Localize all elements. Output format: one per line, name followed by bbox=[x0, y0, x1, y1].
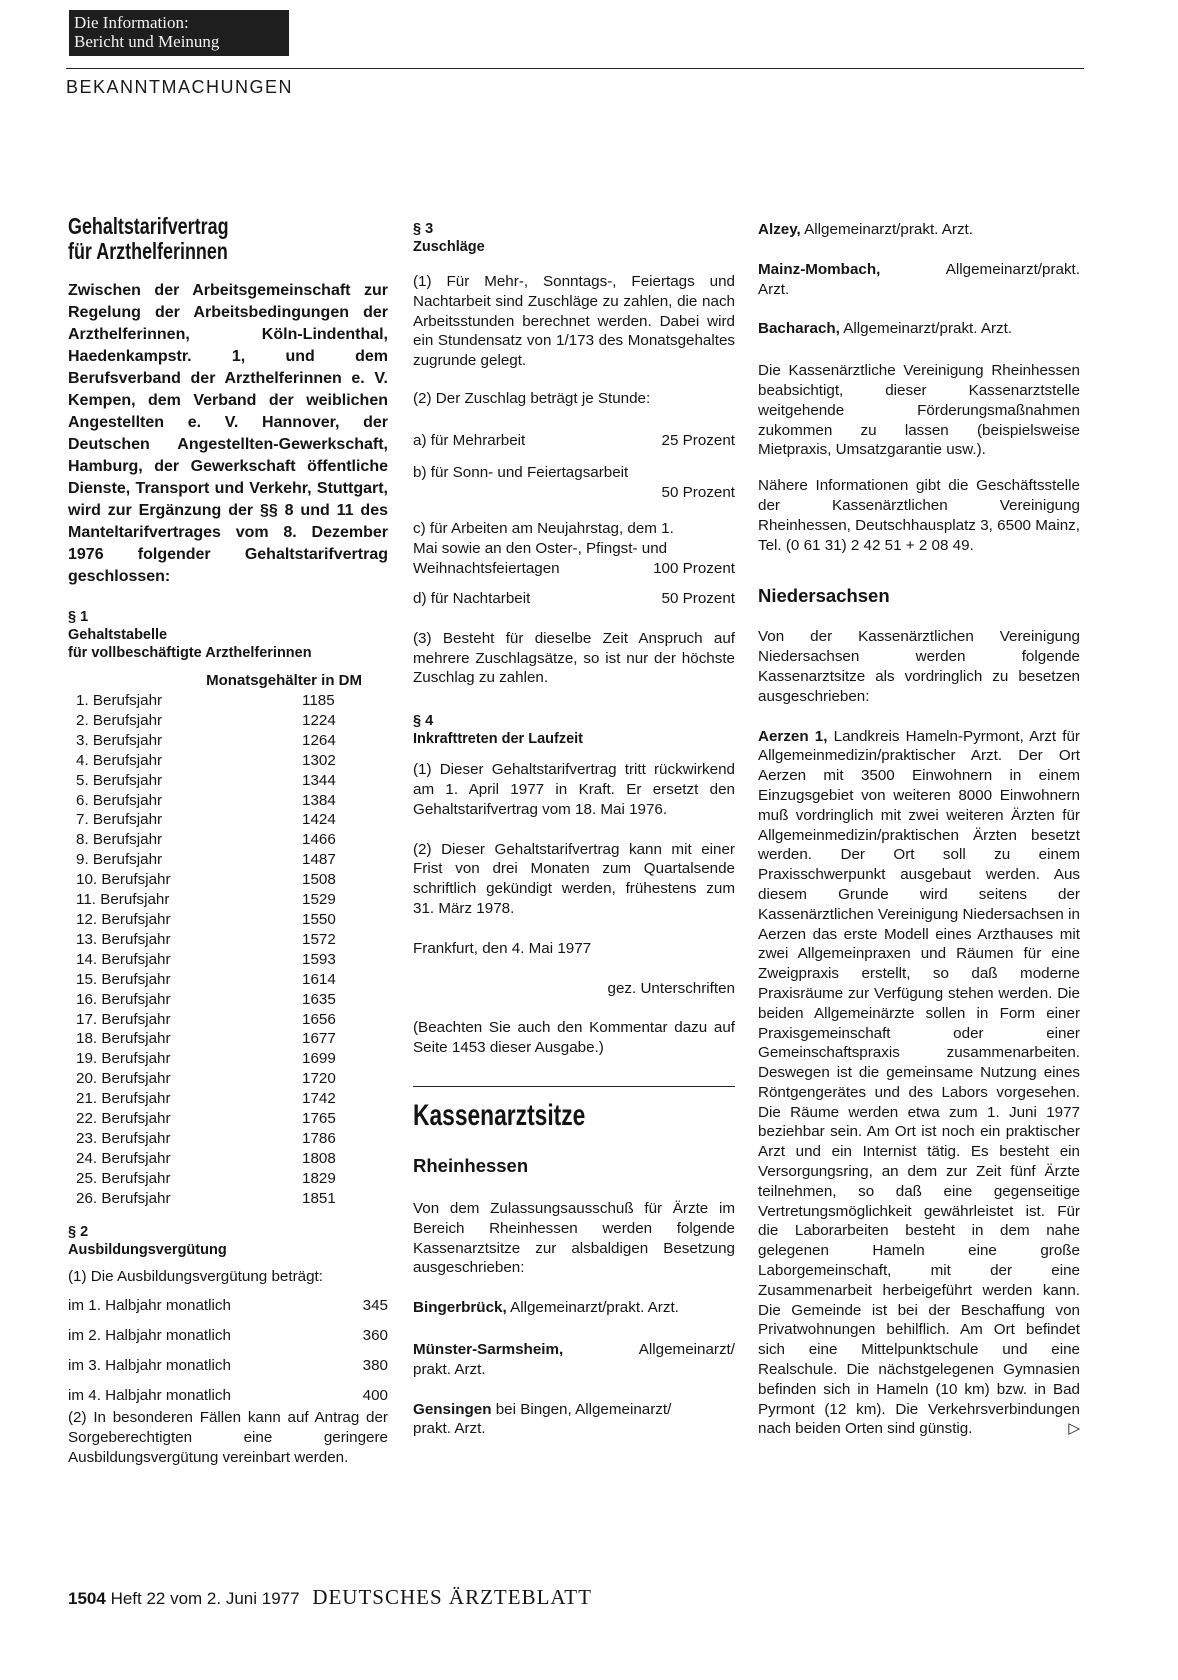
salary-year: 17. Berufsjahr bbox=[76, 1010, 171, 1028]
salary-amount: 1224 bbox=[302, 711, 336, 729]
training-allowance-value: 345 bbox=[362, 1297, 388, 1315]
training-allowance-row bbox=[68, 1386, 388, 1406]
surcharge-a-label: a) für Mehrarbeit bbox=[413, 431, 526, 449]
surcharge-b bbox=[413, 463, 735, 483]
training-allowance-value: 360 bbox=[362, 1327, 388, 1345]
continue-arrow-icon: ▷ bbox=[1068, 1420, 1080, 1438]
section-3-paragraph-3: (3) Besteht für dieselbe Zeit Anspruch auf mehrere Zuschlagsätze, so ist nur der höchste Zuschlag zu zahlen. bbox=[413, 629, 735, 687]
salary-row bbox=[68, 691, 362, 711]
surcharge-c-line-2 bbox=[413, 539, 735, 559]
training-allowance-row bbox=[68, 1356, 388, 1376]
salary-year: 9. Berufsjahr bbox=[76, 851, 163, 869]
training-allowance-value: 400 bbox=[362, 1387, 388, 1405]
training-allowance-label: im 4. Halbjahr monatlich bbox=[68, 1387, 231, 1405]
salary-amount: 1720 bbox=[302, 1070, 336, 1088]
salary-amount: 1344 bbox=[302, 771, 336, 789]
section-3-paragraph-2: (2) Der Zuschlag beträgt je Stunde: bbox=[413, 389, 651, 407]
salary-row bbox=[68, 890, 362, 910]
article-title-line-1: Gehaltstarifvertrag bbox=[68, 213, 229, 239]
journal-name: DEUTSCHES ÄRZTEBLATT bbox=[312, 1585, 592, 1609]
section-2-paragraph-1: (1) Die Ausbildungsvergütung beträgt: bbox=[68, 1267, 323, 1285]
rheinhessen-contact-paragraph: Nähere Informationen gibt die Geschäftsstelle der Kassenärztlichen Vereinigung Rheinhessen, Deutschhausplatz 3, 6500 Mainz, Tel. (0 61 31) 2 42 51 + 2 08 49. bbox=[758, 477, 1080, 554]
salary-row bbox=[68, 751, 362, 771]
listing-bacharach-place: Bacharach, bbox=[758, 320, 840, 338]
salary-row bbox=[68, 711, 362, 731]
masthead-line-2: Bericht und Meinung bbox=[74, 32, 220, 51]
section-1-number: § 1 bbox=[68, 609, 89, 625]
section-2-number: § 2 bbox=[68, 1223, 89, 1240]
salary-year: 13. Berufsjahr bbox=[76, 930, 171, 948]
listing-muenster-sarmsheim-place: Münster-Sarmsheim, bbox=[413, 1340, 564, 1358]
signatures: gez. Unterschriften bbox=[607, 979, 735, 997]
salary-amount: 1550 bbox=[302, 910, 336, 928]
salary-year: 6. Berufsjahr bbox=[76, 791, 163, 809]
place-and-date: Frankfurt, den 4. Mai 1977 bbox=[413, 939, 592, 957]
salary-amount: 1677 bbox=[302, 1030, 336, 1048]
header-rule bbox=[66, 68, 1084, 69]
listing-gensingen-text-2: prakt. Arzt. bbox=[413, 1420, 486, 1438]
salary-row bbox=[68, 1189, 362, 1209]
salary-amount: 1572 bbox=[302, 930, 336, 948]
salary-row bbox=[68, 1109, 362, 1129]
page-footer bbox=[68, 1585, 592, 1610]
salary-row bbox=[68, 1129, 362, 1149]
salary-row bbox=[68, 910, 362, 930]
masthead bbox=[69, 10, 289, 56]
salary-year: 22. Berufsjahr bbox=[76, 1110, 171, 1128]
surcharge-a-value: 25 Prozent bbox=[661, 431, 735, 449]
listing-muenster-sarmsheim bbox=[413, 1340, 735, 1360]
section-4-number: § 4 bbox=[413, 713, 434, 730]
salary-row bbox=[68, 1089, 362, 1109]
salary-year: 12. Berufsjahr bbox=[76, 910, 171, 928]
salary-year: 7. Berufsjahr bbox=[76, 811, 163, 829]
salary-year: 18. Berufsjahr bbox=[76, 1030, 171, 1048]
salary-amount: 1765 bbox=[302, 1110, 336, 1128]
listing-bingerbrueck-text: Allgemeinarzt/prakt. Arzt. bbox=[510, 1299, 679, 1317]
salary-year: 24. Berufsjahr bbox=[76, 1149, 171, 1167]
surcharge-c-line-1 bbox=[413, 519, 735, 539]
salary-year: 3. Berufsjahr bbox=[76, 731, 163, 749]
column-3 bbox=[758, 220, 1080, 1439]
listing-aerzen-place: Aerzen 1, bbox=[758, 727, 828, 745]
surcharge-d-label: d) für Nachtarbeit bbox=[413, 589, 531, 607]
salary-year: 26. Berufsjahr bbox=[76, 1189, 171, 1207]
salary-amount: 1185 bbox=[302, 692, 335, 709]
salary-amount: 1614 bbox=[302, 970, 336, 988]
section-2-title: Ausbildungsvergütung bbox=[68, 1241, 227, 1258]
salary-year: 15. Berufsjahr bbox=[76, 970, 171, 988]
salary-year: 21. Berufsjahr bbox=[76, 1090, 171, 1108]
section-label: BEKANNTMACHUNGEN bbox=[66, 77, 294, 97]
salary-row bbox=[68, 1049, 362, 1069]
listing-alzey bbox=[758, 220, 1080, 240]
salary-year: 8. Berufsjahr bbox=[76, 831, 163, 849]
section-3-title: Zuschläge bbox=[413, 239, 485, 255]
listing-muenster-sarmsheim-text-1: Allgemeinarzt/ bbox=[638, 1340, 735, 1358]
surcharge-c-text-2: Mai sowie an den Oster-, Pfingst- und bbox=[413, 539, 668, 557]
salary-row bbox=[68, 990, 362, 1010]
salary-row bbox=[68, 970, 362, 990]
salary-row bbox=[68, 1169, 362, 1189]
salary-amount: 1851 bbox=[302, 1189, 336, 1207]
surcharge-c-text-1: c) für Arbeiten am Neujahrstag, dem 1. bbox=[413, 519, 674, 537]
section-1-subtitle: für vollbeschäftigte Arzthelferinnen bbox=[68, 645, 312, 661]
section-4-paragraph-1: (1) Dieser Gehaltstarifvertrag tritt rückwirkend am 1. April 1977 in Kraft. Er ersetzt den Gehaltstarifvertrag vom 18. Mai 1976. bbox=[413, 761, 735, 818]
page-number: 1504 bbox=[68, 1589, 106, 1608]
salary-year: 19. Berufsjahr bbox=[76, 1050, 171, 1068]
surcharge-d bbox=[413, 589, 735, 609]
rheinhessen-support-paragraph: Die Kassenärztliche Vereinigung Rheinhessen beabsichtigt, dieser Kassenarztstelle weitgehende Förderungsmaßnahmen zukommen zu lassen (beispielsweise Mietpraxis, Umsatzgarantie usw.). bbox=[758, 362, 1080, 459]
salary-row bbox=[68, 1010, 362, 1030]
salary-year: 20. Berufsjahr bbox=[76, 1070, 171, 1088]
listing-bacharach-text: Allgemeinarzt/prakt. Arzt. bbox=[843, 320, 1013, 338]
salary-amount: 1786 bbox=[302, 1129, 336, 1147]
salary-row bbox=[68, 1069, 362, 1089]
salary-row bbox=[68, 731, 362, 751]
listing-aerzen bbox=[758, 727, 1080, 1440]
salary-year: 5. Berufsjahr bbox=[76, 771, 163, 789]
rheinhessen-intro: Von dem Zulassungsausschuß für Ärzte im Bereich Rheinhessen werden folgende Kassenarztsitze zur alsbaldigen Besetzung ausgeschrieben: bbox=[413, 1199, 735, 1277]
training-allowance-row bbox=[68, 1326, 388, 1346]
article-title-line-2: für Arzthelferinnen bbox=[68, 238, 228, 264]
listing-mainz-mombach-place: Mainz-Mombach, bbox=[758, 260, 881, 278]
training-allowance-list bbox=[68, 1296, 388, 1406]
salary-row bbox=[68, 1149, 362, 1169]
listing-mainz-mombach bbox=[758, 260, 1080, 280]
salary-amount: 1466 bbox=[302, 831, 336, 849]
column-2 bbox=[413, 220, 735, 1439]
salary-amount: 1742 bbox=[302, 1090, 336, 1108]
listing-bacharach bbox=[758, 319, 1080, 339]
salary-row bbox=[68, 1029, 362, 1049]
salary-amount: 1699 bbox=[302, 1050, 336, 1068]
listing-mainz-mombach-text-2: Arzt. bbox=[758, 280, 790, 298]
rheinhessen-heading: Rheinhessen bbox=[413, 1154, 529, 1176]
commentary-note: (Beachten Sie auch den Kommentar dazu auf Seite 1453 dieser Ausgabe.) bbox=[413, 1019, 735, 1057]
section-3-number: § 3 bbox=[413, 221, 434, 237]
listing-gensingen bbox=[413, 1400, 735, 1420]
training-allowance-label: im 3. Halbjahr monatlich bbox=[68, 1357, 231, 1375]
salary-row bbox=[68, 810, 362, 830]
salary-row bbox=[68, 771, 362, 791]
surcharge-c-line-3 bbox=[413, 559, 735, 579]
salary-row bbox=[68, 870, 362, 890]
salary-amount: 1487 bbox=[302, 851, 336, 869]
salary-table bbox=[68, 672, 362, 1209]
section-3-paragraph-1: (1) Für Mehr-, Sonntags-, Feiertags und Nachtarbeit sind Zuschläge zu zahlen, die nach Arbeitsstunden berechnet werden. Dabei wird ein Stundensatz von 1/173 des Monatsgehaltes zugrunde gelegt. bbox=[413, 273, 735, 370]
surcharge-c-text-3: Weihnachtsfeiertagen bbox=[413, 559, 560, 577]
salary-row bbox=[68, 930, 362, 950]
salary-year: 25. Berufsjahr bbox=[76, 1169, 171, 1187]
listing-aerzen-text: Landkreis Hameln-Pyrmont, Arzt für Allgemeinmedizin/praktischer Arzt. Der Ort Aerzen mit 3500 Einwohnern in einem Einzugsgebiet von weiteren 8000 Einwohnern muß vordringlich mit zwei weiteren Ärzten für Allgemeinmedizin/praktischen Ärzten besetzt werden. Der Ort soll zu einem Praxisschwerpunkt ausgebaut werden. Aus diesem Grunde wird seitens der Kassenärztlichen Vereinigung Niedersachsen in Aerzen das erste Modell eines Arzthauses mit zwei Allgemeinpraxen und Räumen für eine Zweigpraxis erstellt, so daß moderne Praxisräume zur Verfügung stehen werden. Die beiden Allgemeinärzte sollen in Form einer Praxisgemeinschaft oder einer Gemeinschaftspraxis zusammenarbeiten. Deswegen ist die gemeinsame Nutzung eines Röntgengerätes und des Labors vorgesehen. Die Räume werden etwa zum 1. Juni 1977 beziehbar sein. Am Ort ist noch ein praktischer Arzt und ein Internist tätig. Es besteht ein Versorgungsring, an dem zur Zeit fünf Ärzte teilnehmen, so daß eine gegenseitige Vertretungsmöglichkeit gewährleistet ist. Für die Laborarbeiten besteht in dem nahe gelegenen Hameln eine große Laborgemeinschaft, mit der eine Zusammenarbeit herbeigeführt werden kann. Die Gemeinde ist bei der Beschaffung von Privatwohnungen behilflich. Am Ort befindet sich eine Mittelpunktschule und eine Realschule. Die nächstgelegenen Gymnasien befinden sich in Hameln (10 km) bzw. in Bad Pyrmont (12 km). Die Verkehrsverbindungen nach beiden Orten sind günstig. bbox=[758, 727, 1080, 1438]
listing-bingerbrueck bbox=[413, 1298, 735, 1318]
salary-year: 11. Berufsjahr bbox=[76, 891, 170, 909]
niedersachsen-intro: Von der Kassenärztlichen Vereinigung Niedersachsen werden folgende Kassenarztsitze als vordringlich zu besetzen ausgeschrieben: bbox=[758, 628, 1080, 705]
listing-gensingen-text-1: bei Bingen, Allgemeinarzt/ bbox=[495, 1400, 672, 1418]
salary-amount: 1424 bbox=[302, 811, 336, 829]
listing-bingerbrueck-place: Bingerbrück, bbox=[413, 1299, 507, 1317]
listing-gensingen-place: Gensingen bbox=[413, 1400, 492, 1418]
salary-amount: 1384 bbox=[302, 791, 336, 809]
salary-amount: 1508 bbox=[302, 871, 336, 889]
salary-amount: 1656 bbox=[302, 1010, 336, 1028]
surcharge-a bbox=[413, 431, 735, 451]
salary-amount: 1635 bbox=[302, 990, 336, 1008]
salary-year: 14. Berufsjahr bbox=[76, 950, 171, 968]
salary-amount: 1529 bbox=[302, 891, 336, 909]
salary-amount: 1264 bbox=[302, 731, 336, 749]
salary-row bbox=[68, 950, 362, 970]
column-1 bbox=[68, 214, 388, 1468]
listing-muenster-sarmsheim-text-2: prakt. Arzt. bbox=[413, 1360, 486, 1378]
section-4-title: Inkrafttreten der Laufzeit bbox=[413, 731, 583, 748]
article-divider bbox=[413, 1086, 735, 1087]
salary-row bbox=[68, 850, 362, 870]
salary-amount: 1302 bbox=[302, 751, 336, 769]
salary-amount: 1808 bbox=[302, 1149, 336, 1167]
listing-alzey-text: Allgemeinarzt/prakt. Arzt. bbox=[804, 221, 973, 238]
surcharge-d-value: 50 Prozent bbox=[661, 589, 735, 607]
salary-year: 16. Berufsjahr bbox=[76, 990, 171, 1008]
section-1-title: Gehaltstabelle bbox=[68, 627, 168, 643]
salary-table-header: Monatsgehälter in DM bbox=[206, 672, 362, 689]
issue-info: Heft 22 vom 2. Juni 1977 bbox=[110, 1589, 300, 1608]
listing-alzey-place: Alzey, bbox=[758, 221, 801, 238]
salary-year: 23. Berufsjahr bbox=[76, 1129, 171, 1147]
training-allowance-label: im 1. Halbjahr monatlich bbox=[68, 1297, 231, 1315]
kassenarztsitze-title: Kassenarztsitze bbox=[413, 1098, 586, 1132]
niedersachsen-heading: Niedersachsen bbox=[758, 585, 890, 607]
surcharge-b-value-row bbox=[413, 483, 735, 503]
salary-amount: 1593 bbox=[302, 950, 336, 968]
training-allowance-value: 380 bbox=[362, 1357, 388, 1375]
section-2-paragraph-2: (2) In besonderen Fällen kann auf Antrag der Sorgeberechtigten eine geringere Ausbildungsvergütung vereinbart werden. bbox=[68, 1409, 388, 1466]
section-4-paragraph-2: (2) Dieser Gehaltstarifvertrag kann mit einer Frist von drei Monaten zum Quartalsende schriftlich gekündigt werden, frühestens zum 31. März 1978. bbox=[413, 840, 735, 917]
salary-row bbox=[68, 830, 362, 850]
training-allowance-row bbox=[68, 1296, 388, 1316]
salary-year: 1. Berufsjahr bbox=[76, 692, 163, 709]
surcharge-c-value: 100 Prozent bbox=[653, 559, 735, 577]
salary-year: 4. Berufsjahr bbox=[76, 751, 163, 769]
article-intro: Zwischen der Arbeitsgemeinschaft zur Regelung der Arbeitsbedingungen der Arzthelferinnen, Köln-Lindenthal, Haedenkampstr. 1, und dem Berufsverband der Arzthelferinnen e. V. Kempen, dem Verband der weiblichen Angestellten e. V. Hannover, der Deutschen Angestellten-Gewerkschaft, Hamburg, der Gewerkschaft öffentliche Dienste, Transport und Verkehr, Stuttgart, wird zur Ergänzung der §§ 8 und 11 des Manteltarifvertrages vom 8. Dezember 1976 folgender Gehaltstarifvertrag geschlossen: bbox=[68, 282, 388, 585]
training-allowance-label: im 2. Halbjahr monatlich bbox=[68, 1327, 231, 1345]
salary-year: 10. Berufsjahr bbox=[76, 871, 171, 889]
surcharge-b-value: 50 Prozent bbox=[661, 483, 735, 501]
salary-year: 2. Berufsjahr bbox=[76, 711, 163, 729]
salary-amount: 1829 bbox=[302, 1169, 336, 1187]
listing-mainz-mombach-text-1: Allgemeinarzt/prakt. bbox=[945, 260, 1080, 278]
masthead-line-1: Die Information: bbox=[74, 13, 189, 32]
surcharge-b-label: b) für Sonn- und Feiertagsarbeit bbox=[413, 463, 629, 481]
salary-row bbox=[68, 791, 362, 811]
